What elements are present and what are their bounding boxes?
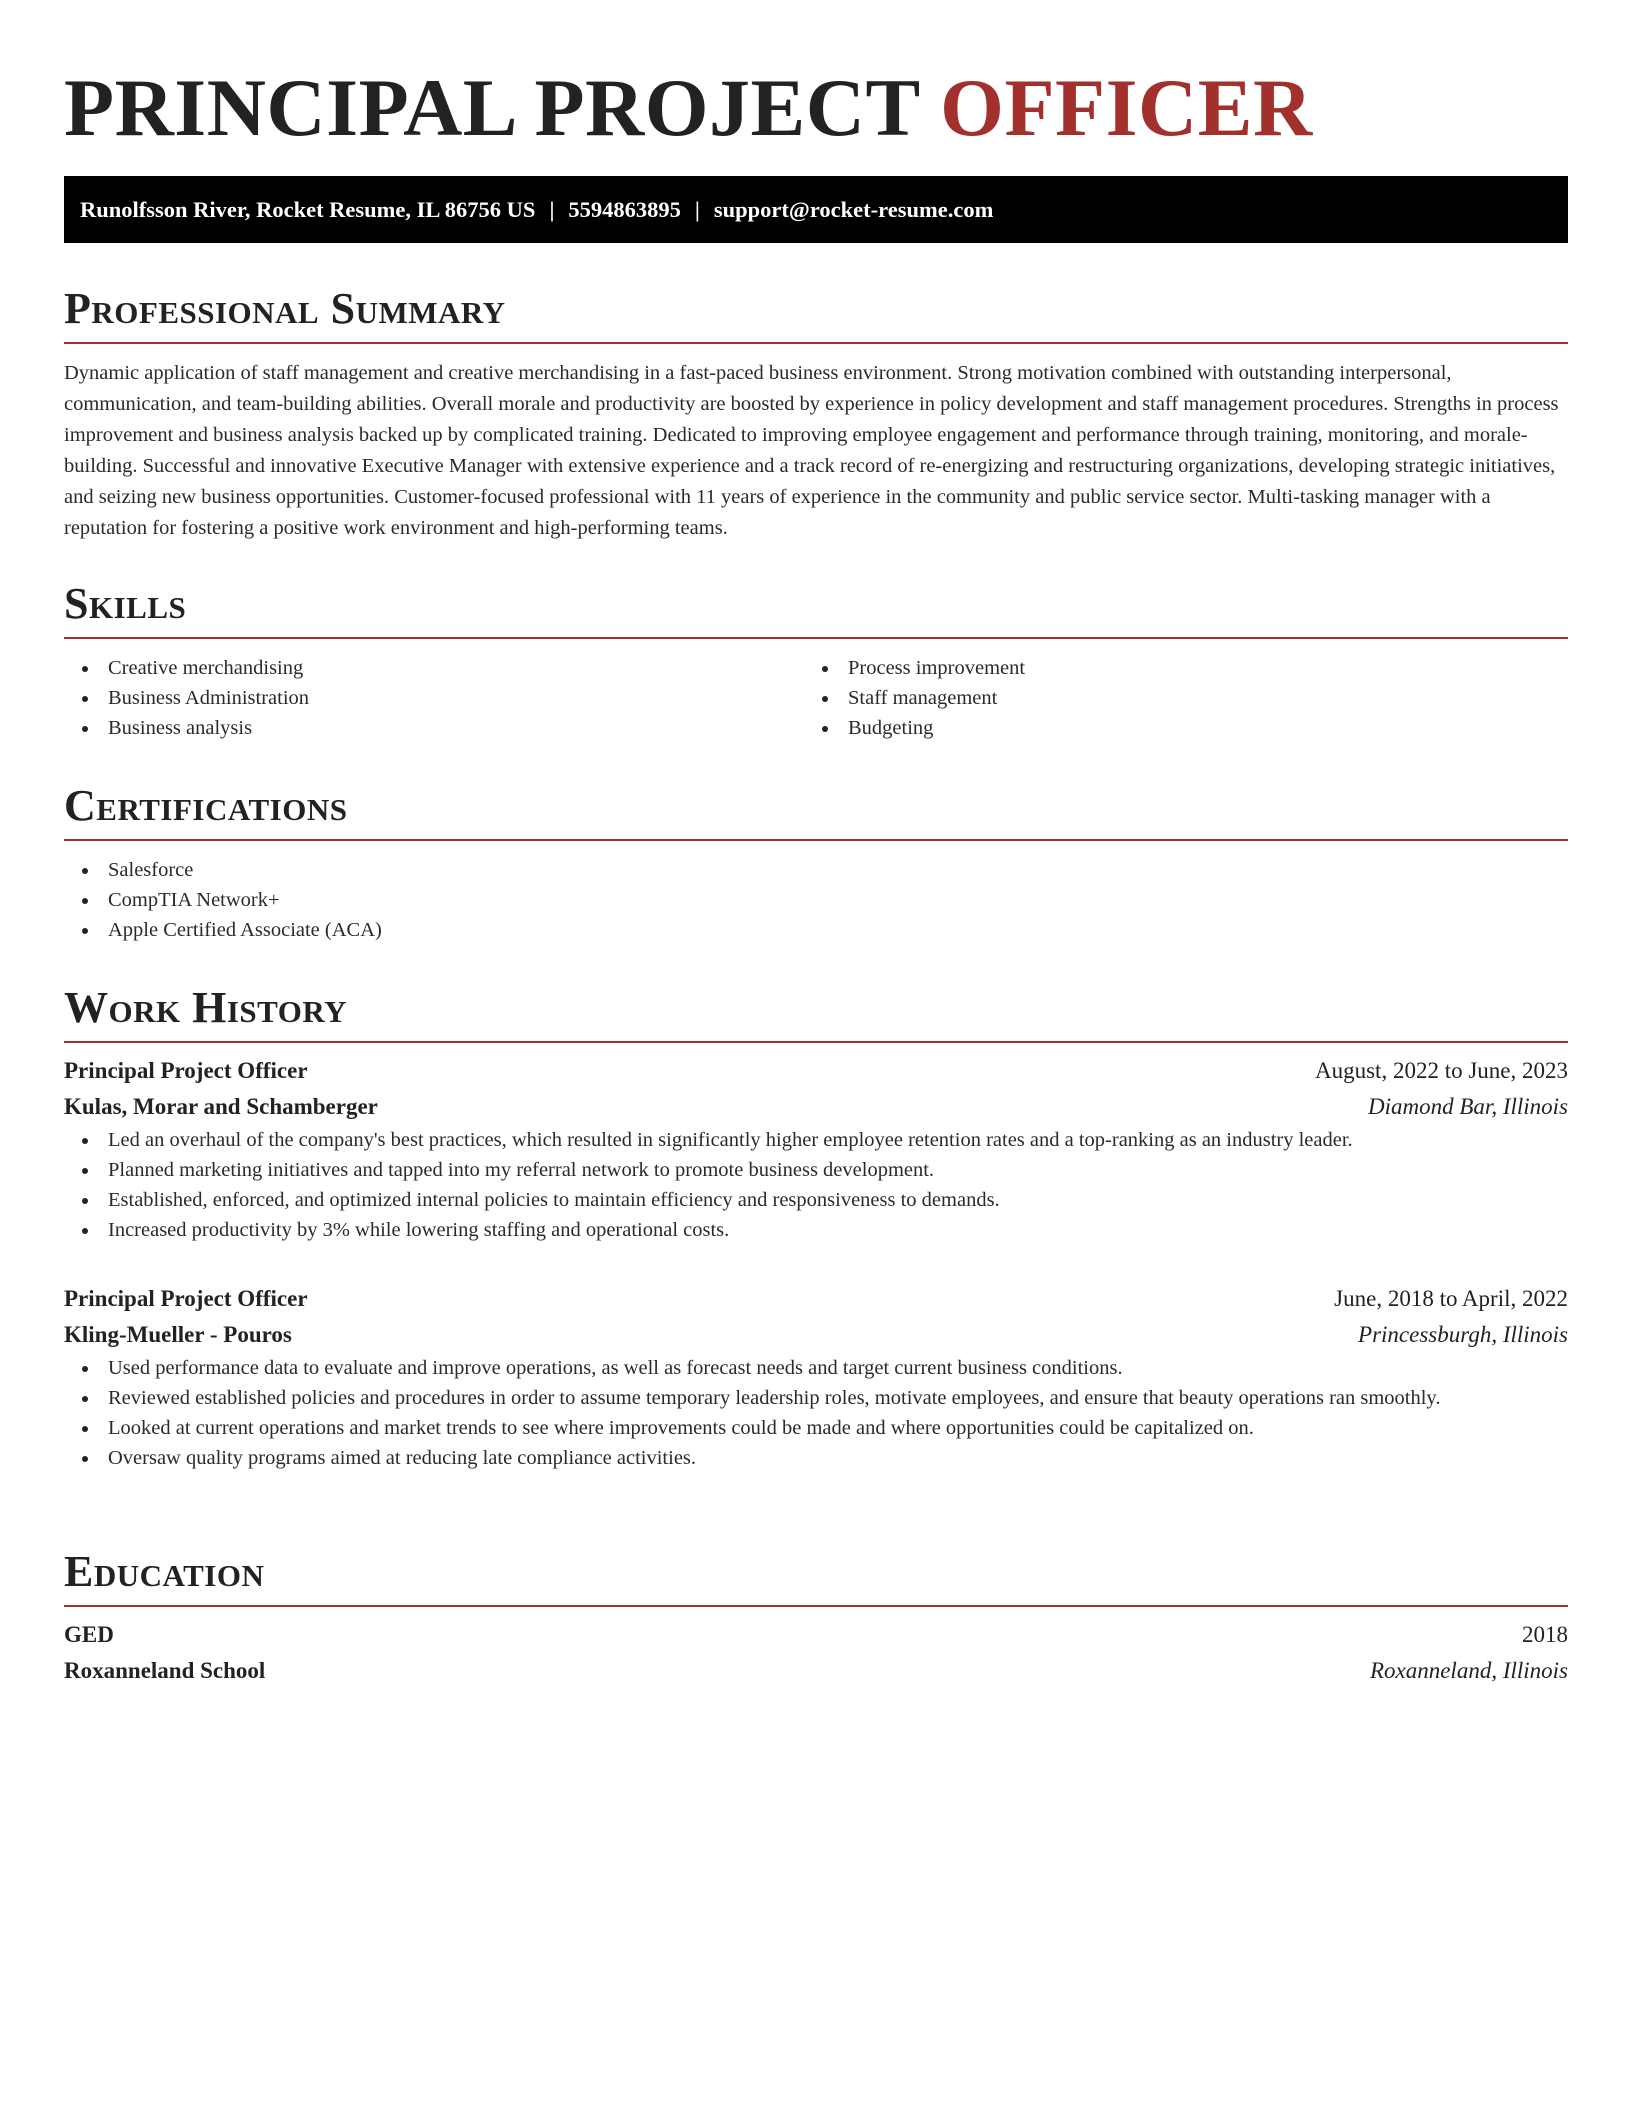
- title-accent: OFFICER: [940, 62, 1313, 153]
- skills-section: [64, 577, 1568, 743]
- job-company: Kling-Mueller - Pouros: [64, 1322, 292, 1347]
- list-item: Planned marketing initiatives and tapped into my referral network to promote business development.: [64, 1155, 1568, 1185]
- list-item: Business Administration: [64, 683, 804, 713]
- list-item: Reviewed established policies and procedures in order to assume temporary leadership roles, motivate employees, and ensure that beauty operations ran smoothly.: [64, 1383, 1568, 1413]
- section-heading: Work History: [64, 981, 1568, 1043]
- contact-email[interactable]: support@rocket-resume.com: [713, 197, 994, 222]
- list-item: Staff management: [804, 683, 1544, 713]
- section-heading: Education: [64, 1545, 1568, 1607]
- education-degree: GED: [64, 1622, 114, 1647]
- job-title: Principal Project Officer: [64, 1286, 308, 1311]
- list-item: Looked at current operations and market trends to see where improvements could be made and where opportunities could be capitalized on.: [64, 1413, 1568, 1443]
- contact-separator: |: [694, 197, 700, 222]
- list-item: Led an overhaul of the company's best practices, which resulted in significantly higher employee retention rates and a top-ranking as an industry leader.: [64, 1125, 1568, 1155]
- education-school: Roxanneland School: [64, 1658, 266, 1683]
- contact-bar: [64, 176, 1568, 243]
- list-item: Process improvement: [804, 653, 1544, 683]
- list-item: Oversaw quality programs aimed at reducing late compliance activities.: [64, 1443, 1568, 1473]
- education-year: 2018: [1522, 1622, 1568, 1647]
- contact-address: Runolfsson River, Rocket Resume, IL 86756 US: [80, 197, 536, 222]
- certifications-list: [64, 855, 1568, 945]
- contact-phone[interactable]: 5594863895: [568, 197, 681, 222]
- list-item: Established, enforced, and optimized internal policies to maintain efficiency and responsiveness to demands.: [64, 1185, 1568, 1215]
- list-item: Creative merchandising: [64, 653, 804, 683]
- summary-section: [64, 282, 1568, 544]
- job-entry: [64, 1043, 1568, 1245]
- list-item: CompTIA Network+: [64, 885, 1568, 915]
- contact-separator: |: [549, 197, 555, 222]
- section-heading: Skills: [64, 577, 1568, 639]
- work-history-section: [64, 981, 1568, 1473]
- education-location: Roxanneland, Illinois: [1369, 1658, 1568, 1683]
- education-entry: [64, 1607, 1568, 1689]
- job-bullets: [64, 1125, 1568, 1245]
- education-section: [64, 1545, 1568, 1689]
- section-heading: Certifications: [64, 779, 1568, 841]
- job-location: Princessburgh, Illinois: [1358, 1322, 1568, 1347]
- list-item: Used performance data to evaluate and improve operations, as well as forecast needs and target current business conditions.: [64, 1353, 1568, 1383]
- resume-title: [64, 56, 1568, 160]
- skills-column-left: [64, 653, 804, 743]
- job-dates: June, 2018 to April, 2022: [1334, 1286, 1568, 1311]
- certifications-section: [64, 779, 1568, 945]
- list-item: Increased productivity by 3% while lowering staffing and operational costs.: [64, 1215, 1568, 1245]
- title-main: PRINCIPAL PROJECT: [64, 62, 920, 153]
- skills-column-right: [804, 653, 1544, 743]
- section-heading: Professional Summary: [64, 282, 1568, 344]
- job-entry: [64, 1245, 1568, 1473]
- job-title: Principal Project Officer: [64, 1058, 308, 1083]
- job-location: Diamond Bar, Illinois: [1368, 1094, 1568, 1119]
- list-item: Business analysis: [64, 713, 804, 743]
- job-dates: August, 2022 to June, 2023: [1315, 1058, 1568, 1083]
- resume-page: [64, 0, 1568, 1683]
- summary-text: Dynamic application of staff management and creative merchandising in a fast-paced business environment. Strong motivation combined with outstanding interpersonal, communication, and team-building abilities. Overall morale and productivity are boosted by experience in policy development and staff management procedures. Strengths in process improvement and business analysis backed up by complicated training. Dedicated to improving employee engagement and performance through training, monitoring, and morale-building. Successful and innovative Executive Manager with extensive experience and a track record of re-energizing and restructuring organizations, developing strategic initiatives, and seizing new business opportunities. Customer-focused professional with 11 years of experience in the community and public service sector. Multi-tasking manager with a reputation for fostering a positive work environment and high-performing teams.: [64, 362, 1559, 539]
- list-item: Apple Certified Associate (ACA): [64, 915, 1568, 945]
- job-company: Kulas, Morar and Schamberger: [64, 1094, 378, 1119]
- list-item: Salesforce: [64, 855, 1568, 885]
- job-bullets: [64, 1353, 1568, 1473]
- list-item: Budgeting: [804, 713, 1544, 743]
